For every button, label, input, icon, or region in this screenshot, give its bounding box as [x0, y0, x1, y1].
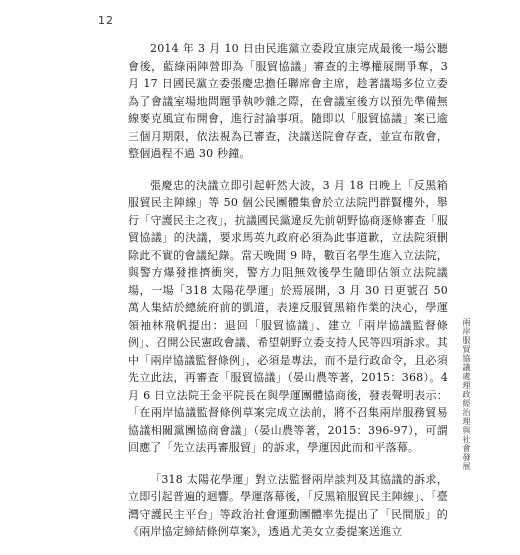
body-text — [128, 40, 448, 555]
running-title: 兩岸服貿協議處理政經治理與社會發展 — [462, 318, 471, 471]
paragraph: 「318 太陽花學運」對立法監督兩岸談判及其協議的訴求，立即引起普遍的迴響。學運落幕後，「反黑箱服貿民主陣線」、「臺灣守護民主平台」等政治社會運動團體率先提出了「民間版」的《兩岸協定締結條例草案》，透過尤美女立委提案送進立 — [128, 472, 448, 538]
paragraph: 張慶忠的決議立即引起軒然大波，3 月 18 日晚上「反黑箱服貿民主陣線」等 50 個公民團體集會於立法院門群賢樓外，舉行「守護民主之夜」，抗議國民黨違反先前朝野協商逐條審查「服貿協議」的決議，要求馬英九政府必須為此事道歉，立法院須刪除此不實的會議紀錄。當天晚間 9 時，數百名學生進入立法院，與警方爆發推擠衝突，警方力阻無效後學生隨即佔領立法院議場，一場「318 太陽花學運」於焉展開，3 月 30 日更號召 50 萬人集結於總統府前的凱道，表達反服貿黑箱作業的決心，學運領袖林飛帆提出：退回「服貿協議」、建立「兩岸協議監督條例」、召開公民憲政會議、希望朝野立委支持人民等四項訴求。其中「兩岸協議監督條例」，必須是專法，而不是行政命令，且必須先立此法，再審查「服貿協議」（晏山農等著，2015：368）。4 月 6 日立法院王金平院長在與學運團體協商後，發表聲明表示：「在兩岸協議監督條例草案完成立法前，將不召集兩岸服務貿易協議相關黨團協商會議」（晏山農等著，2015：396-97），可謂回應了「先立法再審服貿」的訴求，學運因此而和平落幕。 — [128, 178, 448, 454]
paragraph: 2014 年 3 月 10 日由民進黨立委段宜康完成最後一場公聽會後，藍綠兩陣營即為「服貿協議」審查的主導權展開爭奪，3 月 17 日國民黨立委張慶忠擔任聯席會主席，趁著議場多位立委為了會議室場地問題爭執吵雜之際，在會議室後方以預先準備無線麥克風宣布開會，進行討論事項。隨即以「服貿協議」案已逾三個月期限，依法視為已審查，決議送院會存查，並宣布散會，整個過程不過 30 秒鐘。 — [128, 42, 448, 160]
page-number: 12 — [98, 14, 114, 27]
